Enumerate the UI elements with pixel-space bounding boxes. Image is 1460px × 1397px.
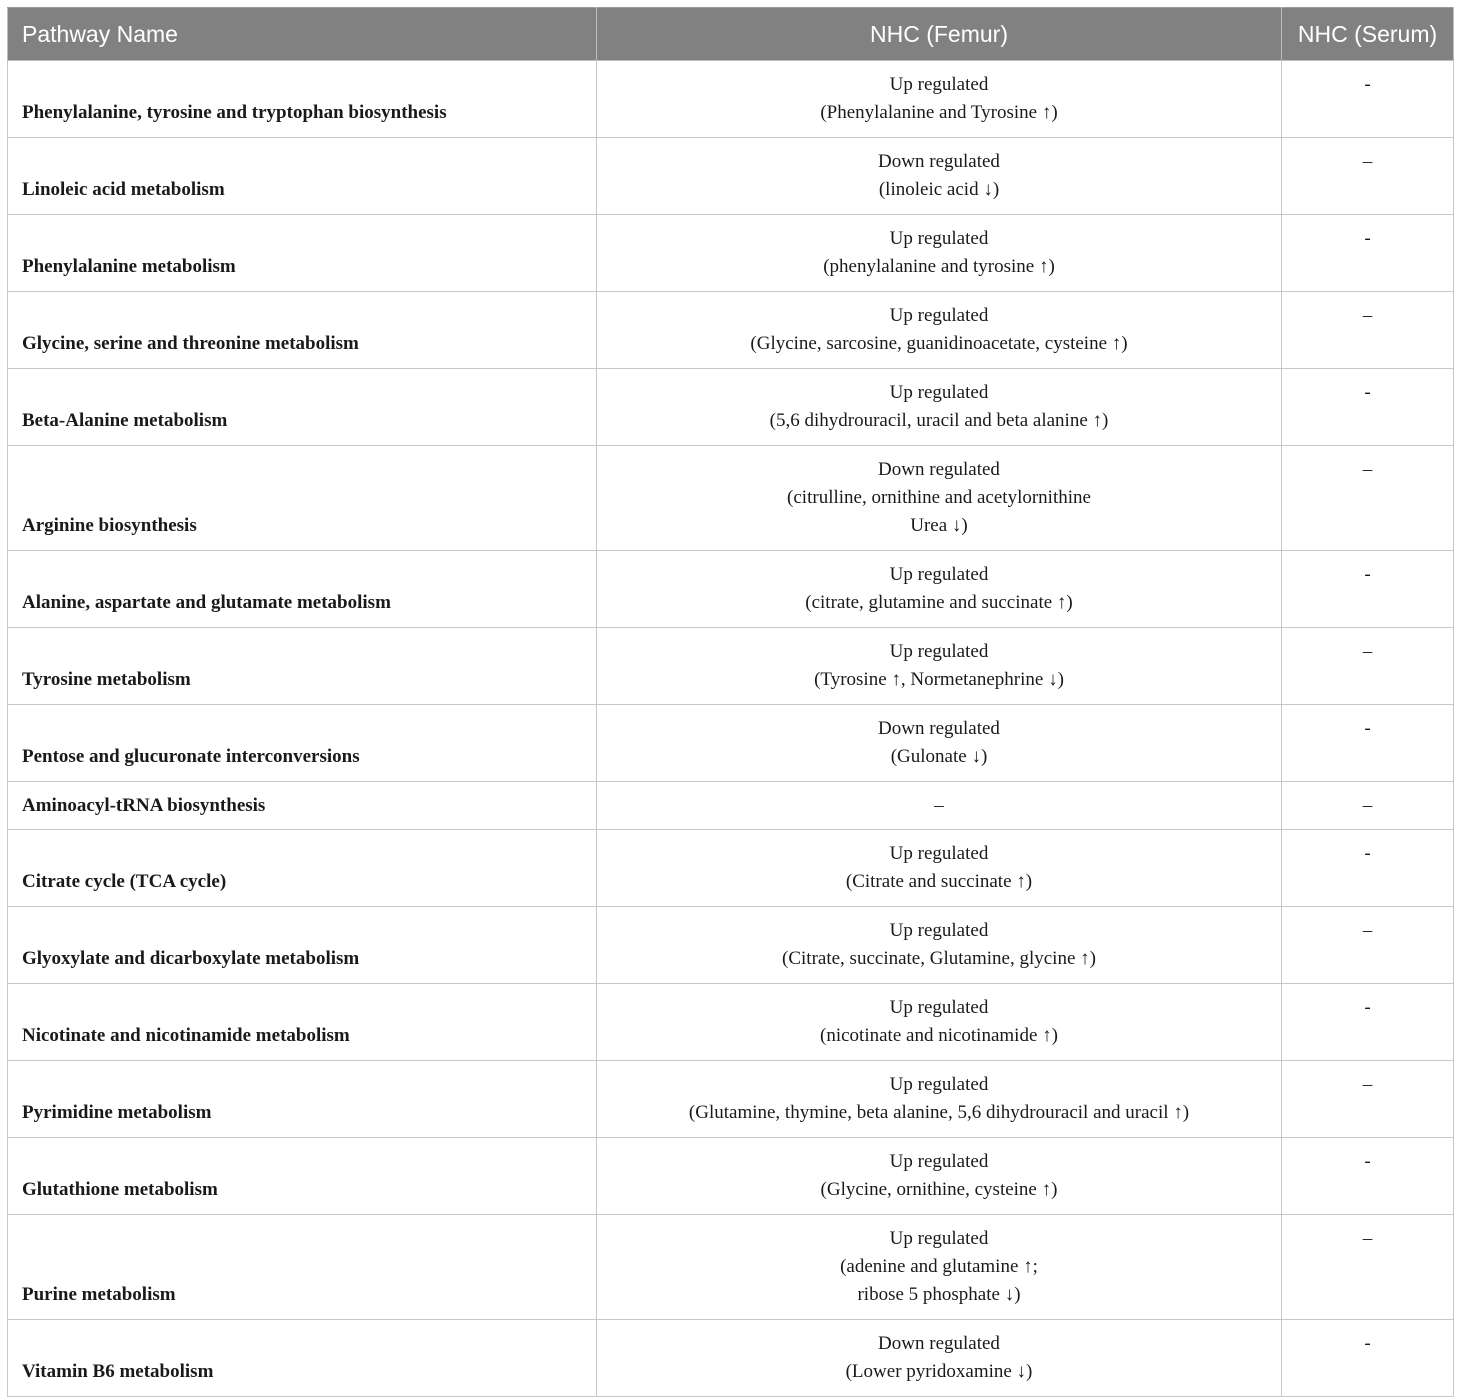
- serum-result-cell: -: [1282, 1138, 1454, 1215]
- femur-result-line: (Glycine, sarcosine, guanidinoacetate, cysteine ↑): [750, 333, 1128, 354]
- serum-result-cell: -: [1282, 61, 1454, 138]
- table-row: [8, 705, 1454, 782]
- pathway-name-cell: Pentose and glucuronate interconversions: [8, 705, 597, 782]
- femur-result-line: Up regulated: [889, 305, 989, 326]
- serum-result-cell: –: [1282, 292, 1454, 369]
- femur-result-line: Down regulated: [878, 718, 1000, 739]
- femur-result-line: –: [934, 794, 944, 816]
- femur-result-cell: [597, 61, 1282, 138]
- table-header-row: [8, 8, 1454, 61]
- table-row: [8, 1061, 1454, 1138]
- femur-result-line: Up regulated: [889, 1151, 989, 1172]
- femur-result-line: Up regulated: [889, 641, 989, 662]
- pathway-name-cell: Phenylalanine metabolism: [8, 215, 597, 292]
- serum-result-cell: -: [1282, 369, 1454, 446]
- pathway-name-cell: Arginine biosynthesis: [8, 446, 597, 551]
- table-row: [8, 61, 1454, 138]
- pathway-name-cell: Phenylalanine, tyrosine and tryptophan biosynthesis: [8, 61, 597, 138]
- serum-result-cell: -: [1282, 551, 1454, 628]
- pathway-name-cell: Vitamin B6 metabolism: [8, 1320, 597, 1397]
- femur-result-line: ribose 5 phosphate ↓): [857, 1284, 1021, 1305]
- pathway-name-cell: Glyoxylate and dicarboxylate metabolism: [8, 907, 597, 984]
- serum-result-cell: –: [1282, 446, 1454, 551]
- serum-result-cell: –: [1282, 628, 1454, 705]
- table-row: [8, 1138, 1454, 1215]
- femur-result-line: (citrulline, ornithine and acetylornithine: [787, 487, 1091, 508]
- table-row: [8, 628, 1454, 705]
- header-pathway-name: Pathway Name: [8, 8, 597, 61]
- femur-result-line: Up regulated: [889, 1074, 989, 1095]
- table-row: [8, 984, 1454, 1061]
- femur-result-cell: [597, 1215, 1282, 1320]
- femur-result-line: Up regulated: [889, 997, 989, 1018]
- femur-result-line: (phenylalanine and tyrosine ↑): [823, 256, 1055, 277]
- femur-result-line: (Glutamine, thymine, beta alanine, 5,6 dihydrouracil and uracil ↑): [688, 1102, 1190, 1123]
- femur-result-cell: [597, 1138, 1282, 1215]
- femur-result-line: Down regulated: [878, 1333, 1000, 1354]
- femur-result-cell: [597, 551, 1282, 628]
- femur-result-line: Up regulated: [889, 382, 989, 403]
- pathway-name-cell: Glutathione metabolism: [8, 1138, 597, 1215]
- femur-result-line: Up regulated: [889, 843, 989, 864]
- pathway-name-cell: Nicotinate and nicotinamide metabolism: [8, 984, 597, 1061]
- femur-result-line: Up regulated: [889, 1228, 989, 1249]
- table-row: [8, 446, 1454, 551]
- table-row: [8, 907, 1454, 984]
- femur-result-line: (Tyrosine ↑, Normetanephrine ↓): [814, 669, 1064, 690]
- serum-result-cell: –: [1282, 907, 1454, 984]
- pathway-name-cell: Citrate cycle (TCA cycle): [8, 830, 597, 907]
- femur-result-cell: [597, 984, 1282, 1061]
- pathway-name-cell: Aminoacyl-tRNA biosynthesis: [8, 782, 597, 830]
- femur-result-line: Down regulated: [878, 151, 1000, 172]
- femur-result-cell: [597, 1320, 1282, 1397]
- pathway-name-cell: Purine metabolism: [8, 1215, 597, 1320]
- table-row: [8, 292, 1454, 369]
- table-row: [8, 369, 1454, 446]
- femur-result-cell: [597, 628, 1282, 705]
- pathway-name-cell: Tyrosine metabolism: [8, 628, 597, 705]
- femur-result-cell: [597, 292, 1282, 369]
- table-body: [8, 61, 1454, 1397]
- pathway-name-cell: Alanine, aspartate and glutamate metabolism: [8, 551, 597, 628]
- femur-result-line: (citrate, glutamine and succinate ↑): [805, 592, 1073, 613]
- serum-result-cell: –: [1282, 138, 1454, 215]
- femur-result-cell: [597, 705, 1282, 782]
- pathway-name-cell: Linoleic acid metabolism: [8, 138, 597, 215]
- femur-result-line: (nicotinate and nicotinamide ↑): [820, 1025, 1058, 1046]
- serum-result-cell: -: [1282, 830, 1454, 907]
- femur-result-cell: [597, 138, 1282, 215]
- femur-result-line: (adenine and glutamine ↑;: [840, 1256, 1038, 1277]
- serum-result-cell: –: [1282, 1061, 1454, 1138]
- serum-result-cell: -: [1282, 1320, 1454, 1397]
- table-row: [8, 215, 1454, 292]
- femur-result-cell: [597, 446, 1282, 551]
- femur-result-line: Urea ↓): [910, 515, 968, 536]
- pathway-name-cell: Beta-Alanine metabolism: [8, 369, 597, 446]
- table-row: [8, 782, 1454, 830]
- femur-result-line: (Lower pyridoxamine ↓): [845, 1361, 1033, 1382]
- femur-result-line: (linoleic acid ↓): [878, 179, 1000, 200]
- header-nhc-serum: NHC (Serum): [1282, 8, 1454, 61]
- femur-result-cell: [597, 1061, 1282, 1138]
- femur-result-line: Up regulated: [889, 228, 989, 249]
- serum-result-cell: -: [1282, 215, 1454, 292]
- table-row: [8, 138, 1454, 215]
- pathway-name-cell: Glycine, serine and threonine metabolism: [8, 292, 597, 369]
- femur-result-line: (Glycine, ornithine, cysteine ↑): [820, 1179, 1058, 1200]
- table-row: [8, 1215, 1454, 1320]
- femur-result-line: (5,6 dihydrouracil, uracil and beta alanine ↑): [769, 410, 1109, 431]
- femur-result-cell: [597, 369, 1282, 446]
- serum-result-cell: -: [1282, 705, 1454, 782]
- femur-result-line: Down regulated: [878, 459, 1000, 480]
- femur-result-line: Up regulated: [889, 920, 989, 941]
- serum-result-cell: –: [1282, 1215, 1454, 1320]
- femur-result-line: (Citrate and succinate ↑): [845, 871, 1033, 892]
- table-row: [8, 1320, 1454, 1397]
- header-nhc-femur: NHC (Femur): [597, 8, 1282, 61]
- serum-result-cell: –: [1282, 782, 1454, 830]
- femur-result-cell: [597, 782, 1282, 830]
- femur-result-line: Up regulated: [889, 564, 989, 585]
- table-row: [8, 830, 1454, 907]
- femur-result-cell: [597, 830, 1282, 907]
- femur-result-line: (Gulonate ↓): [890, 746, 988, 767]
- femur-result-line: Up regulated: [889, 74, 989, 95]
- pathway-name-cell: Pyrimidine metabolism: [8, 1061, 597, 1138]
- femur-result-line: (Citrate, succinate, Glutamine, glycine ↑): [782, 948, 1096, 969]
- femur-result-cell: [597, 907, 1282, 984]
- femur-result-cell: [597, 215, 1282, 292]
- serum-result-cell: -: [1282, 984, 1454, 1061]
- pathway-table: [7, 7, 1454, 1397]
- table-row: [8, 551, 1454, 628]
- femur-result-line: (Phenylalanine and Tyrosine ↑): [820, 102, 1058, 123]
